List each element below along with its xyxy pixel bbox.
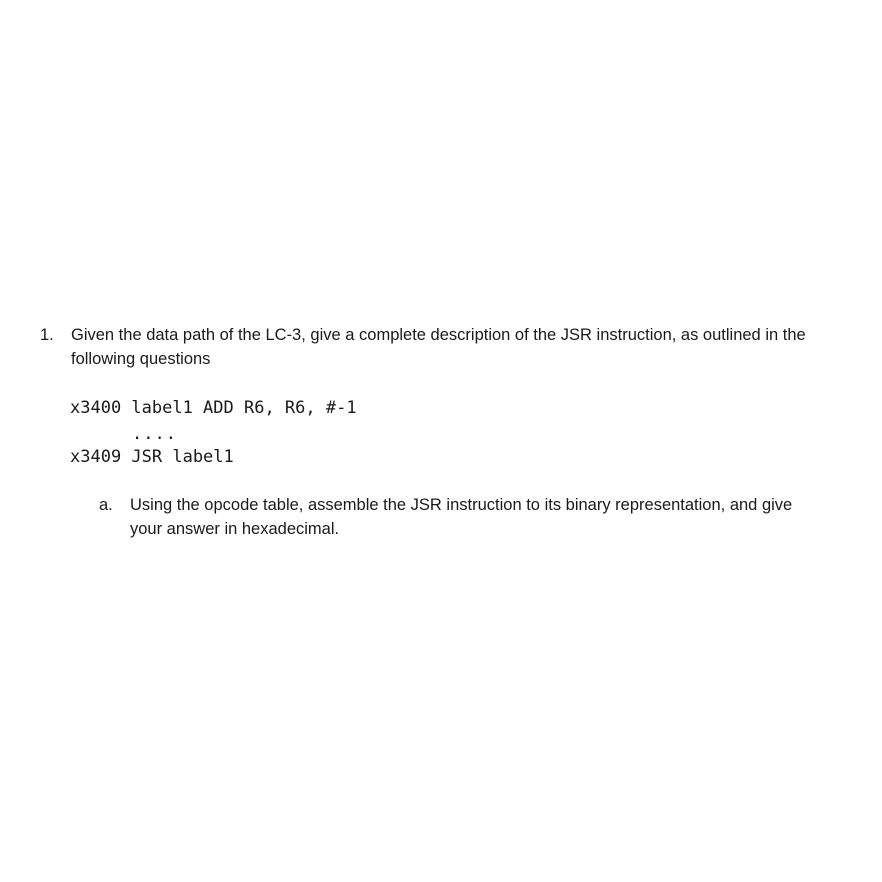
code-ellipsis: .... (132, 424, 177, 444)
question-number: 1. (40, 326, 54, 344)
subquestion-text: Using the opcode table, assemble the JSR instruction to its binary representation, and give your answer in hexadecimal. (130, 496, 793, 538)
question-text: Given the data path of the LC-3, give a complete description of the JSR instruction, as outlined in the following questions (71, 326, 806, 368)
subquestion-letter: a. (99, 496, 113, 514)
code-line-1: x3400 label1 ADD R6, R6, #-1 (70, 398, 357, 418)
code-line-2: x3409 JSR label1 (70, 447, 234, 467)
